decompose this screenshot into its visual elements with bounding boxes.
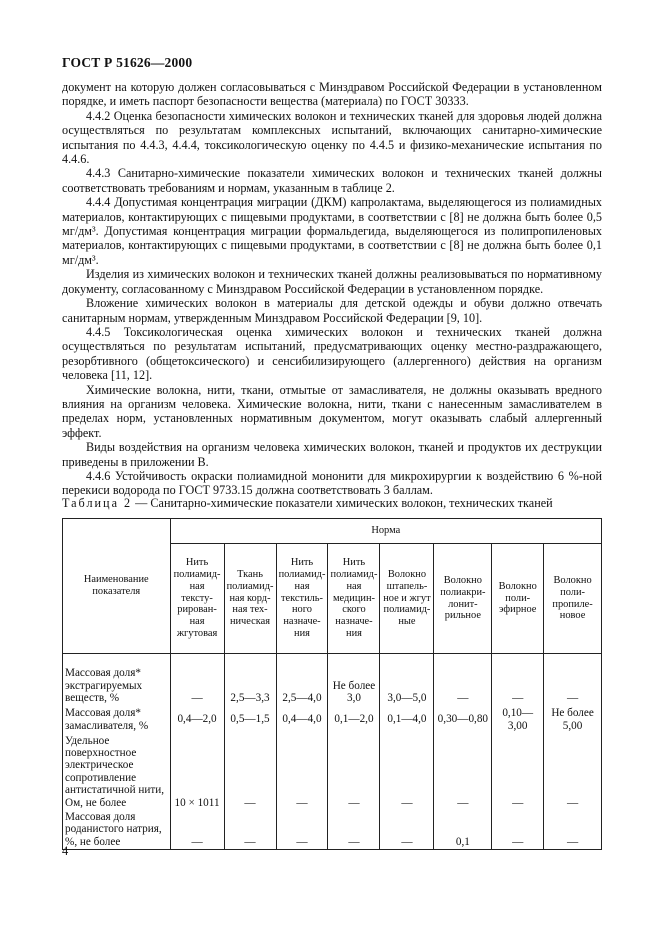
table-cell: 0,1 <box>434 810 492 850</box>
paragraph: 4.4.3 Санитарно-химические показатели химических волокон и технических тканей должны соответствовать требованиям и нормам, указанным в таблице 2. <box>62 166 602 195</box>
table-cell: — <box>492 734 544 810</box>
table-cell: Не более 5,00 <box>544 706 602 734</box>
column-header: Волокно поли-пропиле-новое <box>544 544 602 654</box>
norms-table <box>62 518 602 850</box>
paragraph: 4.4.6 Устойчивость окраски полиамидной мононити для микрохирургии к воздействию 6 %-ной перекиси водорода по ГОСТ 9733.15 должна соответствовать 3 баллам. <box>62 468 602 498</box>
table-cell: 2,5—3,3 <box>224 654 276 706</box>
paragraph: 4.4.2 Оценка безопасности химических волокон и технических тканей для здоровья людей должна осуществляться по результатам комплексных испытаний, включающих санитарно-химические испытания по 4.4.3, 4.4.4, токсикологическую оценку по 4.4.5 и физико-механические испытания по 4.4.6. <box>62 108 602 167</box>
table-cell: — <box>170 654 224 706</box>
table-cell: — <box>492 654 544 706</box>
column-header: Ткань полиамид-ная корд-ная тех-ническая <box>224 544 276 654</box>
table-cell: — <box>224 810 276 850</box>
page-number: 4 <box>62 844 69 858</box>
table-cell: 0,4—2,0 <box>170 706 224 734</box>
column-header: Волокно полиакри-лонит-рильное <box>434 544 492 654</box>
column-header: Нить полиамид-ная текстиль-ного назначе-ния <box>276 544 328 654</box>
table-cell: — <box>224 734 276 810</box>
table-row <box>63 734 602 810</box>
table-cell: — <box>276 810 328 850</box>
row-name: Массовая доля роданистого натрия, %, не более <box>63 810 171 850</box>
column-header: Волокно поли-эфирное <box>492 544 544 654</box>
table-row <box>63 810 602 850</box>
row-name: Массовая доля* замасливателя, % <box>63 706 171 734</box>
paragraph: документ на которую должен согласовываться с Минздравом Российской Федерации в установленном порядке, и иметь паспорт безопасности вещества (материала) по ГОСТ 30333. <box>62 80 602 109</box>
body-text <box>62 80 602 498</box>
column-header-norm: Норма <box>170 519 601 544</box>
column-header: Нить полиамид-ная медицин-ского назначе-ния <box>328 544 380 654</box>
table-caption-label: Таблица 2 <box>62 496 133 510</box>
table-cell: — <box>492 810 544 850</box>
row-name: Удельное поверхностное электрическое сопротивление антистатичной нити, Ом, не более <box>63 734 171 810</box>
table-row <box>63 654 602 706</box>
table-cell: 10 × 1011 <box>170 734 224 810</box>
column-header: Нить полиамид-ная тексту-рирован-ная жгутовая <box>170 544 224 654</box>
table-cell: — <box>544 654 602 706</box>
paragraph: Виды воздействия на организм человека химических волокон, тканей и продуктов их деструкции приведены в приложении В. <box>62 440 602 469</box>
paragraph: Химические волокна, нити, ткани, отмытые от замасливателя, не должны оказывать вредного влияния на организм человека. Химические волокна, нити, ткани с нанесенным замасливателем в пределах норм, установленных нормативным документом, могут оказывать слабый аллергенный эффект. <box>62 382 602 440</box>
paragraph: 4.4.5 Токсикологическая оценка химических волокон и технических тканей должна осуществляться по результатам испытаний, предусматривающих оценку местно-раздражающего, резорбтивного (общетоксического) и сенсибилизирующего (аллергенного) действия на организм человека [11, 12]. <box>62 324 602 383</box>
table-cell: 0,1—2,0 <box>328 706 380 734</box>
table-cell: 3,0—5,0 <box>380 654 434 706</box>
table-caption-text: — Санитарно-химические показатели химических волокон, технических тканей <box>135 496 553 510</box>
table-cell: 0,10—3,00 <box>492 706 544 734</box>
column-header: Волокно штапель-ное и жгут полиамид-ные <box>380 544 434 654</box>
row-name: Массовая доля* экстрагируемых веществ, % <box>63 654 171 706</box>
table-cell: 0,4—4,0 <box>276 706 328 734</box>
table-cell: — <box>380 810 434 850</box>
table-cell: — <box>276 734 328 810</box>
column-header-name: Наименование показателя <box>63 519 171 654</box>
document-header: ГОСТ Р 51626—2000 <box>62 55 193 70</box>
table-cell: — <box>380 734 434 810</box>
table-cell: — <box>328 810 380 850</box>
table-cell: 2,5—4,0 <box>276 654 328 706</box>
table-cell: — <box>434 734 492 810</box>
paragraph: Изделия из химических волокон и технических тканей должны реализовываться по нормативному документу, согласованному с Минздравом Российской Федерации в установленном порядке. <box>62 267 602 296</box>
table-cell: 0,30—0,80 <box>434 706 492 734</box>
table-cell: — <box>328 734 380 810</box>
table-cell: — <box>170 810 224 850</box>
table-row <box>63 706 602 734</box>
table-caption <box>62 496 553 511</box>
table-cell: 0,5—1,5 <box>224 706 276 734</box>
table-cell: — <box>544 810 602 850</box>
table-cell: — <box>544 734 602 810</box>
table-cell: Не более 3,0 <box>328 654 380 706</box>
paragraph: Вложение химических волокон в материалы для детской одежды и обуви должно отвечать санитарным нормам, утвержденным Минздравом Российской Федерации [9, 10]. <box>62 296 602 325</box>
table-cell: — <box>434 654 492 706</box>
table-cell: 0,1—4,0 <box>380 706 434 734</box>
paragraph: 4.4.4 Допустимая концентрация миграции (ДКМ) капролактама, выделяющегося из полиамидных материалов, контактирующих с пищевыми продуктами, в соответствии с [8] не должна быть более 0,5 мг/дм³. Допустимая концентрация миграции формальдегида, выделяющегося из полипропиленовых материалов, контактирующих с пищевыми продуктами, в соответствии с [8] не должна быть более 0,1 мг/дм³. <box>62 195 602 267</box>
